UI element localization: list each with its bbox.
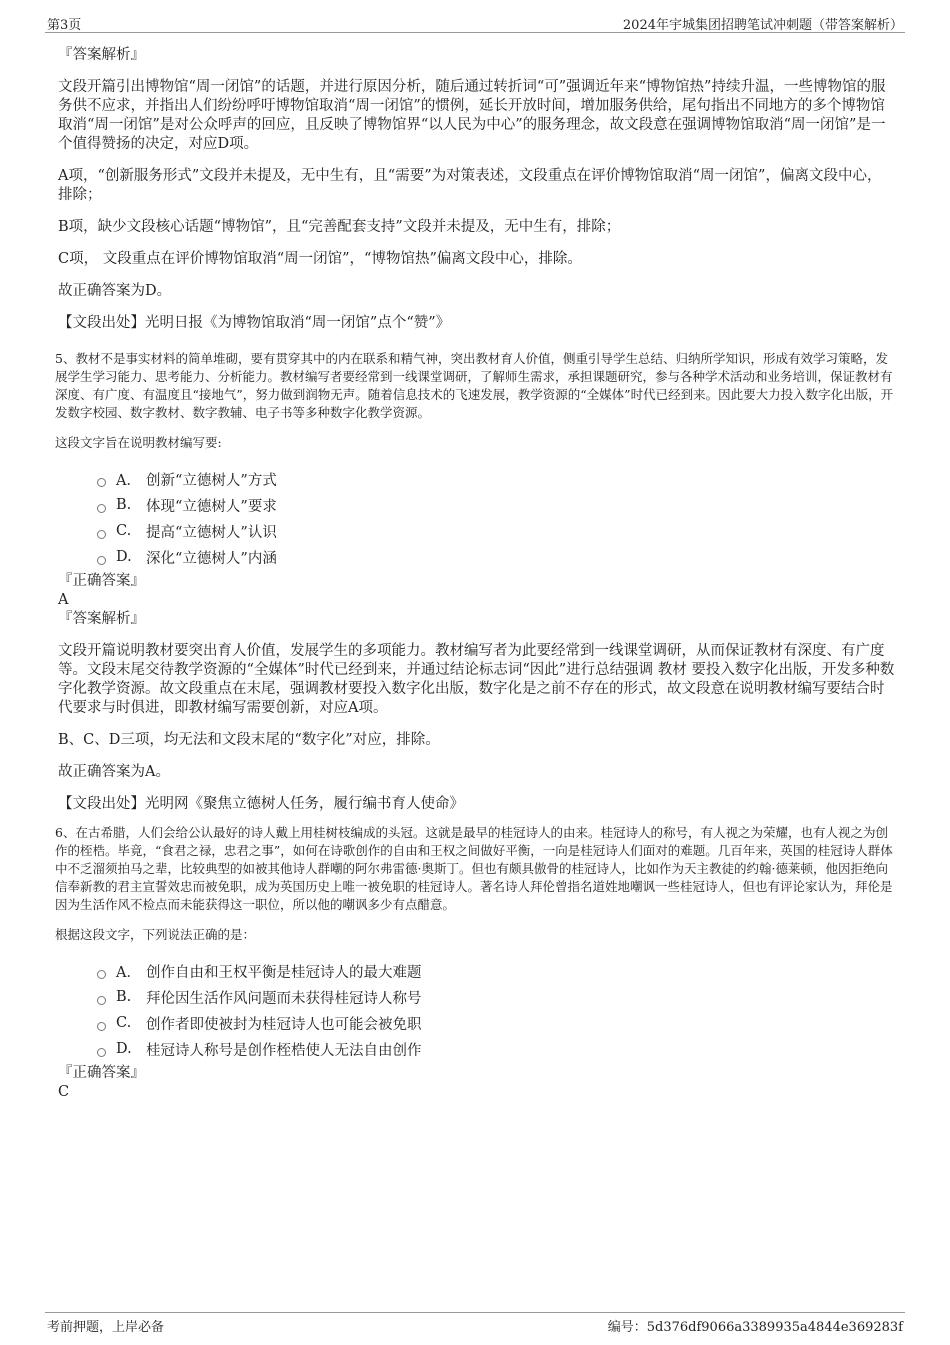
- document-code: 编号：5d376df9066a3389935a4844e369283f: [607, 1320, 903, 1335]
- option-text: 创新“立德树人”方式: [146, 472, 277, 489]
- option-letter: D.: [116, 1041, 132, 1057]
- correct-answer: A: [58, 592, 69, 608]
- analysis-text: 文段开篇说明教材要突出育人价值，发展学生的多项能力。教材编写者为此要经常到一线课堂调研，从而保证教材有深度、有广度等。文段末尾交待教学资源的“全媒体”时代已经到来，并通过结论标志词“因此”进行总结强调 教材 要投入数字化出版，开发多种数字化教学资源。故文段重点在末尾，强调教材要投入数字化出版，数字化是之前不存在的形式，故文段意在说明教材编写要结合时代要求与时俱进，即教材编写需要创新，对应A项。: [58, 643, 895, 716]
- question-6-passage: 6、在古希腊，人们会给公认最好的诗人戴上用桂树枝编成的头冠。这就是最早的桂冠诗人的由来。桂冠诗人的称号，有人视之为荣耀，也有人视之为创作的桎梏。毕竟，“食君之禄，忠君之事”，如何在诗歌创作的自由和王权之间做好平衡，一向是桂冠诗人们面对的难题。几百年来，英国的桂冠诗人群体中不乏溜须拍马之辈，比较典型的如被其他诗人群嘲的阿尔弗雷德·奥斯丁。但也有颇具傲骨的桂冠诗人，比如作为天主教徒的约翰·德莱顿，他因拒绝向信奉新教的君主宣誓效忠而被免职，成为英国历史上唯一被免职的桂冠诗人。著名诗人拜伦曾指名道姓地嘲讽一些桂冠诗人，但也有评论家认为，拜伦是因为生活作风不检点而未能获得这一职位，所以他的嘲讽多少有点醋意。: [55, 825, 893, 912]
- option-text: 提高“立德树人”认识: [146, 524, 277, 541]
- option-text: 体现“立德树人”要求: [146, 498, 277, 515]
- option-letter: A．: [116, 964, 141, 981]
- page-content: [55, 46, 895, 1102]
- correct-answer: C: [58, 1084, 70, 1100]
- option-text: 桂冠诗人称号是创作桎梏使人无法自由创作: [146, 1042, 422, 1059]
- option-bcd-analysis: B、C、D三项，均无法和文段末尾的“数字化”对应，排除。: [58, 732, 440, 748]
- correct-answer-label: 『正确答案』: [58, 1065, 145, 1081]
- radio-button[interactable]: [97, 1048, 106, 1057]
- question-5-options: [55, 466, 895, 570]
- radio-button[interactable]: [97, 970, 106, 979]
- analysis-text: 文段开篇引出博物馆“周一闭馆”的话题，并进行原因分析，随后通过转折词“可”强调近年来“博物馆热”持续升温，一些博物馆的服务供不应求，并指出人们纷纷呼吁博物馆取消“周一闭馆”的惯例，延长开放时间，增加服务供给，尾句指出不同地方的多个博物馆取消“周一闭馆”是对公众呼声的回应，且反映了博物馆界“以人民为中心”的服务理念，故文段意在强调博物馆取消“周一闭馆”是一个值得赞扬的决定，对应D项。: [58, 79, 886, 152]
- radio-button[interactable]: [97, 530, 106, 539]
- option-a-analysis: A项，“创新服务形式”文段并未提及，无中生有，且“需要”为对策表述，文段重点在评价博物馆取消“周一闭馆”，偏离文段中心，排除；: [58, 168, 882, 203]
- radio-button[interactable]: [97, 478, 106, 487]
- radio-button[interactable]: [97, 996, 106, 1005]
- page-header: [45, 12, 905, 33]
- option-d[interactable]: [97, 544, 895, 570]
- option-c-analysis: C项， 文段重点在评价博物馆取消“周一闭馆”，“博物馆热”偏离文段中心，排除。: [58, 251, 582, 267]
- option-a[interactable]: [97, 958, 895, 984]
- option-letter: B.: [116, 497, 132, 513]
- option-letter: C.: [116, 1015, 132, 1031]
- question-5-passage: 5、教材不是事实材料的简单堆砌，要有贯穿其中的内在联系和精气神，突出教材育人价值，侧重引导学生总结、归纳所学知识，形成有效学习策略，发展学生学习能力、思考能力、分析能力。教材编写者要经常到一线课堂调研，了解师生需求，承担课题研究，参与各种学术活动和业务培训，保证教材有深度、有广度、有温度且“接地气”，努力做到润物无声。随着信息技术的飞速发展，教学资源的“全媒体”时代已经到来。因此要大力投入数字化出版，开发数字校园、数字教材、数字教辅、电子书等多种数字化教学资源。: [55, 351, 894, 420]
- radio-button[interactable]: [97, 1022, 106, 1031]
- option-c[interactable]: [97, 1010, 895, 1036]
- option-letter: D.: [116, 549, 132, 565]
- option-b-analysis: B项，缺少文段核心话题“博物馆”，且“完善配套支持”文段并未提及，无中生有，排除；: [58, 219, 621, 235]
- question-5-prompt: 这段文字旨在说明教材编写要:: [55, 435, 222, 450]
- radio-button[interactable]: [97, 556, 106, 565]
- option-c[interactable]: [97, 518, 895, 544]
- analysis-label: 『答案解析』: [58, 47, 145, 63]
- question-6-options: [55, 958, 895, 1062]
- option-letter: C.: [116, 523, 132, 539]
- option-b[interactable]: [97, 984, 895, 1010]
- passage-source: 【文段出处】光明网《聚焦立德树人任务，履行编书育人使命》: [58, 796, 464, 812]
- document-title: 2024年宇城集团招聘笔试冲刺题（带答案解析）: [622, 18, 903, 33]
- option-text: 深化“立德树人”内涵: [146, 550, 277, 567]
- option-text: 创作者即使被封为桂冠诗人也可能会被免职: [146, 1016, 422, 1033]
- option-letter: B.: [116, 989, 132, 1005]
- page-number: 第3页: [47, 18, 82, 33]
- option-text: 拜伦因生活作风问题而未获得桂冠诗人称号: [146, 990, 422, 1007]
- option-text: 创作自由和王权平衡是桂冠诗人的最大难题: [146, 964, 422, 981]
- option-letter: A．: [116, 472, 141, 489]
- option-b[interactable]: [97, 492, 895, 518]
- passage-source: 【文段出处】光明日报《为博物馆取消“周一闭馆”点个“赞”》: [58, 315, 451, 331]
- radio-button[interactable]: [97, 504, 106, 513]
- analysis-label: 『答案解析』: [58, 611, 145, 627]
- footer-slogan: 考前押题，上岸必备: [47, 1320, 165, 1335]
- page-footer: [45, 1312, 905, 1335]
- option-d[interactable]: [97, 1036, 895, 1062]
- question-6-prompt: 根据这段文字，下列说法正确的是：: [55, 927, 256, 942]
- answer-conclusion: 故正确答案为A。: [58, 764, 170, 780]
- correct-answer-label: 『正确答案』: [58, 573, 145, 589]
- option-a[interactable]: [97, 466, 895, 492]
- answer-conclusion: 故正确答案为D。: [58, 283, 172, 299]
